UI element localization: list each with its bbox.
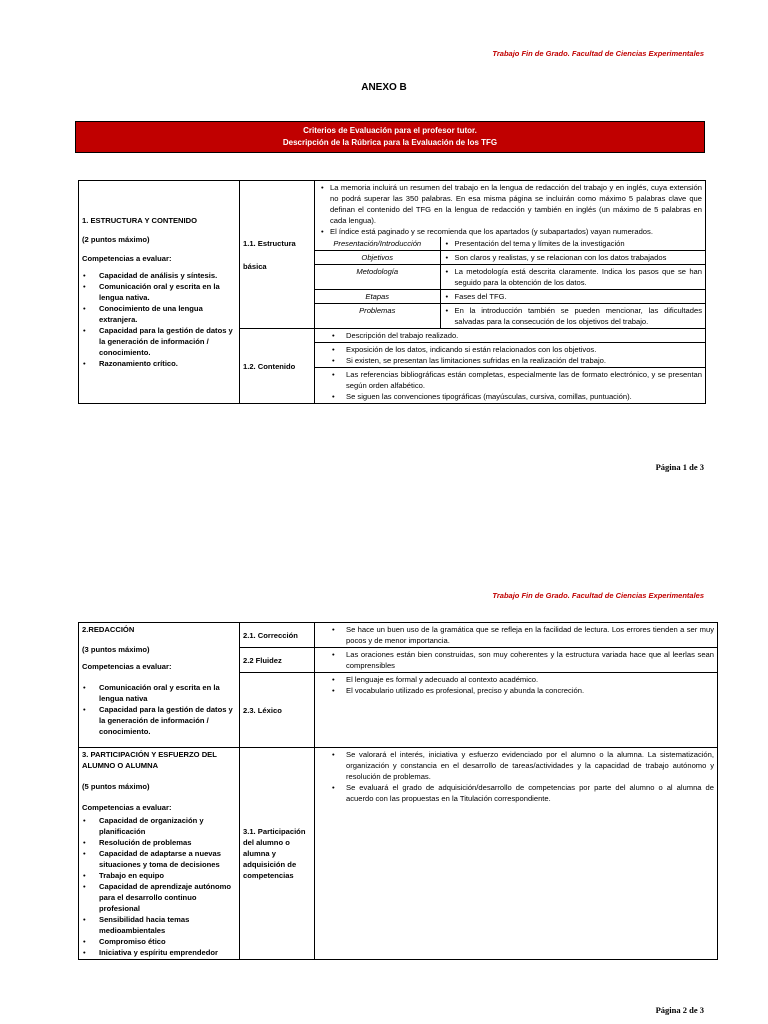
sub1-bullet: • El índice está paginado y se recomienda que los apartados (y subapartados) vayan numerados. [319,226,702,237]
sub1-bullet: • La memoria incluirá un resumen del trabajo en la lengua de redacción del trabajo y en inglés, cuya extensión no podrá superar las 350 palabras. En esa misma página se incluirán como máximo 5 palabras clave que definan el contenido del TFG en la lengua de redacción y también en inglés (un máximo de 5 palabras en cada lengua). [319,182,702,226]
section2-title: 2.REDACCIÓN [82,625,135,634]
competency-item: • Comunicación oral y escrita en la lengua nativa. [82,281,236,303]
sub2-row [315,343,706,368]
inner-label: Objetivos [315,251,440,265]
criteria-banner [75,121,705,153]
inner-text-cell [440,237,705,251]
section1-comp-label: Competencias a evaluar: [82,254,172,263]
row-content [315,648,718,673]
section2-points: (3 puntos máximo) [82,645,150,654]
section3-points: (5 puntos máximo) [82,782,150,791]
page1-header: Trabajo Fin de Grado. Facultad de Ciencias Experimentales [492,49,704,58]
page1-number: Página 1 de 3 [655,462,704,472]
row-content [315,673,718,748]
competency-item: • Capacidad de organización y planificación [82,815,236,837]
inner-label: Etapas [315,290,440,304]
inner-bullet: • Presentación del tema y límites de la investigación [444,238,703,249]
section3-cell [79,748,240,960]
section3-title: 3. PARTICIPACIÓN Y ESFUERZO DEL ALUMNO O ALUMNA [82,750,217,770]
inner-text-cell [440,251,705,265]
section2-comp-label: Competencias a evaluar: [82,662,172,671]
competency-item: • Razonamiento crítico. [82,358,236,369]
section3-comp-label: Competencias a evaluar: [82,803,172,812]
row-bullet: • Las oraciones están bien construidas, son muy coherentes y la estructura variada hace que al leerlas sean comprensibles [318,649,714,671]
inner-label: Presentación/Introducción [315,237,440,251]
annex-title: ANEXO B [361,82,407,93]
section1-cell [79,181,240,404]
section3-label: 3.1. Participación del alumno o alumna y adquisición de competencias [240,748,315,960]
section2-competencies [82,682,236,737]
row-label: 2.2 Fluidez [240,648,315,673]
banner-line2: Descripción de la Rúbrica para la Evaluación de los TFG [282,138,498,147]
competency-item: • Capacidad para la gestión de datos y la generación de información / conocimiento. [82,704,236,737]
section1-points: (2 puntos máximo) [82,235,150,244]
sub2-bullet: • Si existen, se presentan las limitaciones sufridas en la realización del trabajo. [318,355,702,366]
sub2-bullet: • Exposición de los datos, indicando si están relacionados con los objetivos. [318,344,702,355]
competency-item: • Capacidad de aprendizaje autónomo para el desarrollo continuo profesional [82,881,236,914]
section2-cell [79,623,240,748]
sub2-bullet: • Se siguen las convenciones tipográficas (mayúsculas, cursiva, comillas, puntuación). [318,391,702,402]
sub1-bullets [315,182,705,237]
structure-inner-table [315,237,705,328]
sub2-bullet: • Descripción del trabajo realizado. [318,330,702,341]
section1-title: 1. ESTRUCTURA Y CONTENIDO [82,216,198,225]
section3-content [315,748,718,960]
row-bullet: • Se hace un buen uso de la gramática que se refleja en la facilidad de lectura. Los errores tienden a ser muy pocos y de menor importancia. [318,624,714,646]
competency-item: • Compromiso ético [82,936,236,947]
competency-item: • Capacidad de adaptarse a nuevas situaciones y toma de decisiones [82,848,236,870]
row-bullet: • El vocabulario utilizado es profesional, preciso y abunda la concreción. [318,685,714,696]
row-label: 2.1. Corrección [240,623,315,648]
row-content [315,623,718,648]
page2-number: Página 2 de 3 [655,1005,704,1015]
inner-label: Problemas [315,304,440,329]
competency-item: • Sensibilidad hacia temas medioambientales [82,914,236,936]
row-bullet: • El lenguaje es formal y adecuado al contexto académico. [318,674,714,685]
sub1-label-a: 1.1. Estructura [243,238,296,248]
competency-item: • Iniciativa y espíritu emprendedor [82,947,236,958]
rubric-table-2 [78,622,718,960]
inner-bullet: • Son claros y realistas, y se relacionan con los datos trabajados [444,252,703,263]
competency-item: • Capacidad para la gestión de datos y la generación de información / conocimiento. [82,325,236,358]
sub1-content [315,181,706,329]
sub1-label-b: básica [243,261,267,271]
page2-header: Trabajo Fin de Grado. Facultad de Ciencias Experimentales [492,591,704,600]
sub2-label: 1.2. Contenido [240,329,315,404]
inner-bullet: • Fases del TFG. [444,291,703,302]
competency-item: • Comunicación oral y escrita en la lengua nativa [82,682,236,704]
sub2-bullet: • Las referencias bibliográficas están completas, especialmente las de formato electrónico, y se presentan según orden alfabético. [318,369,702,391]
sub1-label-cell [240,181,315,329]
rubric-table-1 [78,180,706,404]
sub2-row [315,329,706,343]
banner-line1: Criterios de Evaluación para el profesor tutor. [303,126,477,135]
sub2-row [315,368,706,404]
competency-item: • Resolución de problemas [82,837,236,848]
competency-item: • Capacidad de análisis y síntesis. [82,270,236,281]
competency-item: • Conocimiento de una lengua extranjera. [82,303,236,325]
section3-bullet: • Se evaluará el grado de adquisición/desarrollo de competencias por parte del alumno o al alumna de acuerdo con las propuestas en la Titulación correspondiente. [318,782,714,804]
inner-bullet: • En la introducción también se pueden mencionar, las dificultades salvadas para la consecución de los objetivos del trabajo. [444,305,703,327]
section1-competencies [82,270,236,369]
inner-text-cell [440,304,705,329]
inner-bullet: • La metodología está descrita claramente. Indica los pasos que se han seguido para la obtención de los datos. [444,266,703,288]
inner-label: Metodología [315,265,440,290]
inner-text-cell [440,265,705,290]
section3-bullet: • Se valorará el interés, iniciativa y esfuerzo evidenciado por el alumno o la alumna. La sistematización, organización y constancia en el desarrollo de tareas/actividades y la capacidad de trabajo autónomo y resolución de problemas. [318,749,714,782]
inner-text-cell [440,290,705,304]
competency-item: • Trabajo en equipo [82,870,236,881]
row-label: 2.3. Léxico [240,673,315,748]
section3-competencies [82,815,236,958]
